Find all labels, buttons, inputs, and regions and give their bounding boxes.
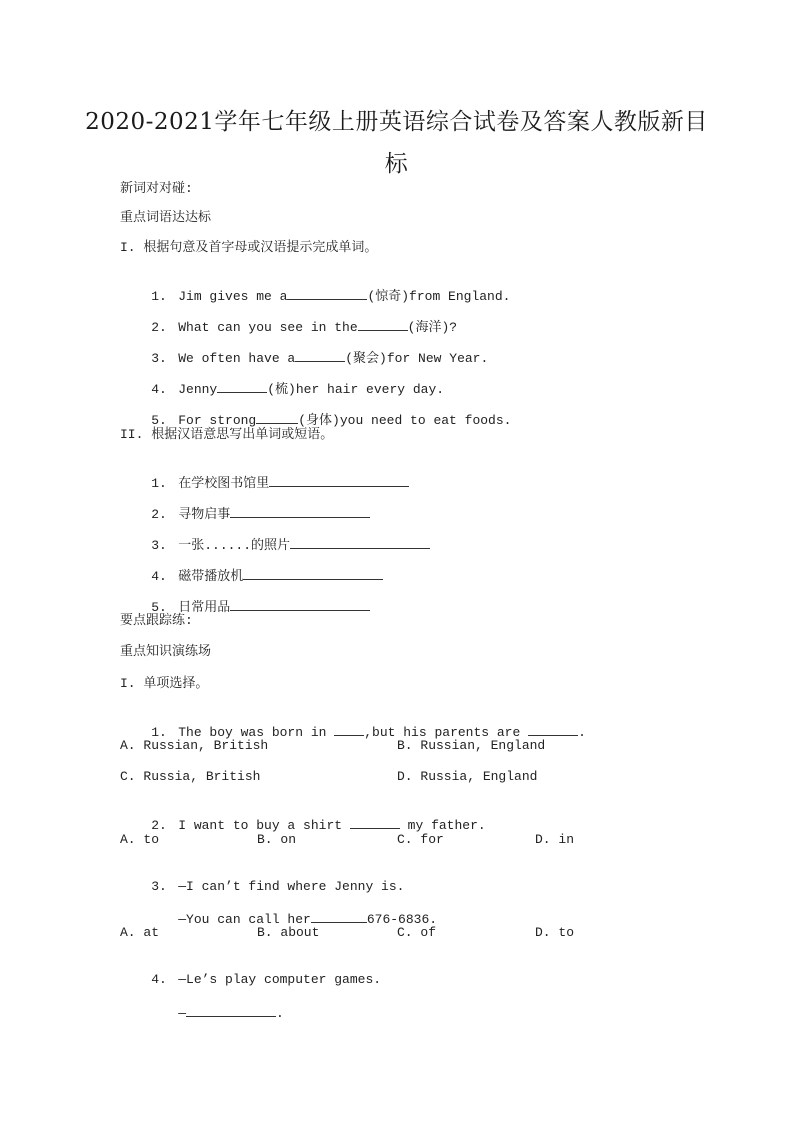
question-text: Jim gives me a (178, 289, 288, 304)
question-text: (海洋)? (407, 320, 458, 335)
question-number: 3. (151, 538, 167, 553)
option-b[interactable]: B. about (257, 925, 320, 940)
question-text: 一张......的照片 (178, 538, 291, 553)
answer-blank[interactable] (528, 723, 578, 736)
answer-blank[interactable] (290, 536, 430, 549)
question-text: my father. (399, 818, 486, 833)
section-heading-new-words: 新词对对碰: (120, 181, 193, 196)
question-text: 磁带播放机 (178, 569, 244, 584)
option-d[interactable]: D. Russia, England (397, 769, 538, 784)
question-number: 3. (151, 879, 167, 894)
question-text: I want to buy a shirt (178, 818, 350, 833)
option-a[interactable]: A. at (120, 925, 160, 940)
answer-blank[interactable] (230, 505, 370, 518)
question-text: 676-6836. (366, 912, 438, 927)
question-number: 2. (151, 818, 167, 833)
answer-blank[interactable] (243, 567, 383, 580)
question-number: 1. (151, 476, 167, 491)
choice-question-4-response (147, 988, 284, 1038)
practice-part1-heading: I. 单项选择。 (120, 676, 209, 691)
option-a[interactable]: A. Russian, British (120, 738, 269, 753)
question-number: 5. (151, 413, 167, 428)
question-text: For strong (178, 413, 257, 428)
question-number: 1. (151, 289, 167, 304)
answer-blank[interactable] (358, 318, 408, 331)
answer-blank[interactable] (186, 1004, 276, 1017)
option-d[interactable]: D. to (535, 925, 575, 940)
answer-blank[interactable] (256, 411, 298, 424)
question-text: (身体)you need to eat foods. (298, 413, 512, 428)
answer-blank[interactable] (269, 474, 409, 487)
question-text: What can you see in the (178, 320, 358, 335)
question-number: 2. (151, 320, 167, 335)
answer-blank[interactable] (311, 910, 367, 923)
document-title-line-1: 2020-2021学年七年级上册英语综合试卷及答案人教版新目 (85, 109, 708, 135)
part2-heading: II. 根据汉语意思写出单词或短语。 (120, 427, 334, 442)
question-text: We often have a (178, 351, 296, 366)
answer-blank[interactable] (334, 723, 364, 736)
option-b[interactable]: B. Russian, England (397, 738, 546, 753)
question-number: 4. (151, 972, 167, 987)
answer-blank[interactable] (350, 816, 400, 829)
section-subheading-knowledge: 重点知识演练场 (120, 644, 212, 659)
answer-blank[interactable] (295, 349, 345, 362)
question-text: (惊奇)from England. (367, 289, 511, 304)
answer-blank[interactable] (230, 598, 370, 611)
question-text: Jenny (178, 382, 218, 397)
option-a[interactable]: A. to (120, 832, 160, 847)
question-text: . (276, 1006, 284, 1021)
question-number: 4. (151, 569, 167, 584)
option-c[interactable]: C. of (397, 925, 437, 940)
question-number: 1. (151, 725, 167, 740)
option-c[interactable]: C. for (397, 832, 444, 847)
question-text: ,but his parents are (364, 725, 529, 740)
question-text: —Le’s play computer games. (178, 972, 382, 987)
question-number: 4. (151, 382, 167, 397)
question-text: (聚会)for New Year. (345, 351, 489, 366)
answer-blank[interactable] (217, 380, 267, 393)
question-text: 寻物启事 (178, 507, 231, 522)
answer-blank[interactable] (287, 287, 367, 300)
question-text: (梳)her hair every day. (267, 382, 445, 397)
part1-heading: I. 根据句意及首字母或汉语提示完成单词。 (120, 240, 378, 255)
section-heading-practice: 要点跟踪练: (120, 613, 193, 628)
question-text: —You can call her (178, 912, 311, 927)
question-number: 3. (151, 351, 167, 366)
question-text: 在学校图书馆里 (178, 476, 270, 491)
question-number: 2. (151, 507, 167, 522)
question-text: The boy was born in (178, 725, 335, 740)
option-c[interactable]: C. Russia, British (120, 769, 261, 784)
question-text: —I can’t find where Jenny is. (178, 879, 405, 894)
question-number: 5. (151, 600, 167, 615)
question-text: — (178, 1006, 187, 1021)
document-title-line-2: 标 (384, 151, 409, 177)
option-d[interactable]: D. in (535, 832, 575, 847)
option-b[interactable]: B. on (257, 832, 297, 847)
question-text: 日常用品 (178, 600, 231, 615)
section-subheading-key-words: 重点词语达达标 (120, 210, 212, 225)
question-text: . (578, 725, 586, 740)
